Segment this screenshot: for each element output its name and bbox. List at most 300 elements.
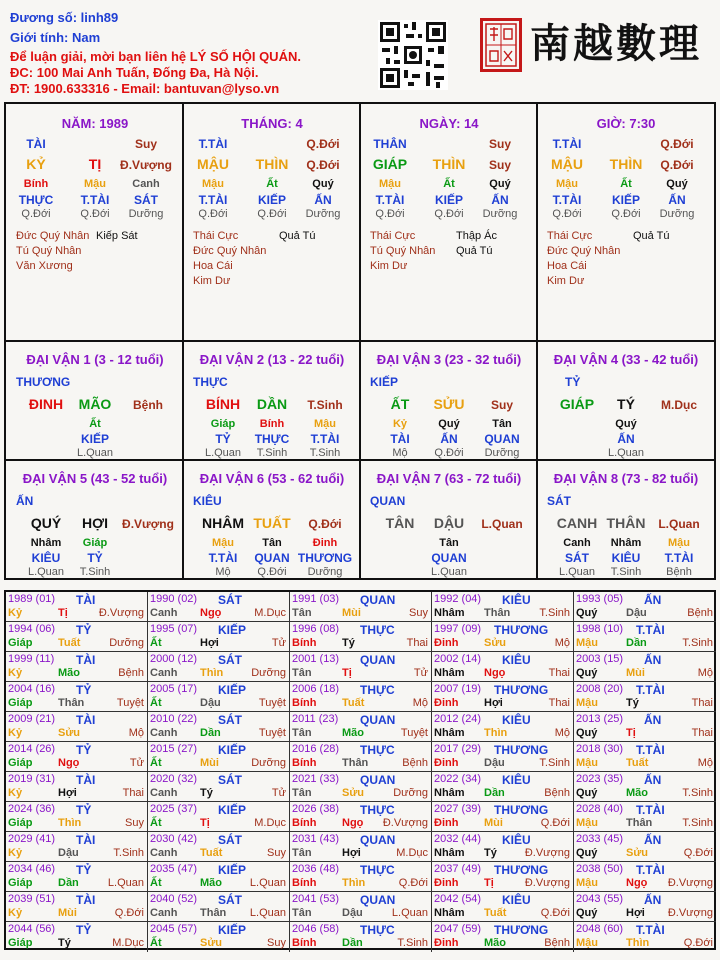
year-cell[interactable] [6, 832, 148, 862]
dai-van-hidden-god: TỶ [87, 551, 103, 565]
dai-van-hidden-god: KIÊU [611, 551, 641, 565]
dai-van-hidden-phase: Mộ [215, 566, 231, 578]
year-stem: Bính [292, 877, 317, 889]
dai-van-hidden-god: T.TÀI [664, 551, 694, 565]
year-phase: M.Dục [254, 607, 286, 619]
year-phase: T.Sinh [682, 817, 713, 829]
year-phase: Tử [129, 757, 144, 769]
year-cell[interactable] [148, 832, 290, 862]
year-label: 2037 (49) [434, 863, 482, 875]
hidden-stem: Mậu [84, 178, 106, 190]
year-stem: Ất [150, 817, 162, 829]
pillar-title: NGÀY: 14 [419, 116, 479, 131]
year-cell[interactable] [6, 682, 148, 712]
year-branch: Dậu [626, 607, 647, 619]
year-stem: Nhâm [434, 847, 465, 859]
year-god: KIÊU [502, 593, 531, 607]
year-cell[interactable] [148, 862, 290, 892]
year-label: 2013 (25) [576, 713, 624, 725]
dai-van-phase: L.Quan [658, 517, 700, 531]
year-cell[interactable] [6, 622, 148, 652]
year-god: TÀI [76, 713, 96, 727]
year-stem: Mậu [576, 817, 598, 829]
year-cell[interactable] [290, 652, 432, 682]
dai-van-hidden-god: THƯƠNG [297, 551, 353, 565]
year-stem: Đinh [434, 817, 459, 829]
dai-van-hidden-god: ẤN [440, 432, 458, 446]
dai-van-hidden-stem: Tân [439, 537, 459, 549]
star-left: Thái Cực [547, 230, 593, 242]
year-branch: Tị [342, 667, 352, 679]
owner-line [10, 10, 118, 25]
year-cell[interactable] [574, 652, 716, 682]
year-cell[interactable] [290, 712, 432, 742]
year-cell[interactable] [432, 712, 574, 742]
star-right: Quả Tú [633, 230, 670, 242]
year-cell[interactable] [6, 712, 148, 742]
star-left: Đức Quý Nhân [193, 245, 267, 257]
year-label: 2046 (58) [292, 923, 340, 935]
dai-van-hidden-god: TỶ [215, 432, 231, 446]
year-cell[interactable] [432, 742, 574, 772]
dai-van-hidden-stem: Bính [259, 418, 285, 430]
year-branch: Mùi [626, 667, 645, 679]
hidden-phase: Q.Đới [257, 208, 287, 220]
year-cell[interactable] [574, 592, 716, 622]
dai-van-hidden-stem: Quý [438, 418, 460, 430]
year-branch: Thân [342, 757, 369, 769]
year-branch: Dần [58, 877, 79, 889]
year-phase: Mộ [554, 637, 570, 649]
dai-van-title: ĐẠI VẬN 5 (43 - 52 tuổi) [22, 471, 168, 486]
year-god: THƯƠNG [494, 863, 549, 877]
year-label: 2028 (40) [576, 803, 624, 815]
dai-van-hidden-stem: Ất [89, 418, 101, 430]
year-stem: Nhâm [434, 607, 465, 619]
year-phase: Tuyệt [400, 727, 428, 739]
year-label: 2031 (43) [292, 833, 340, 845]
year-label: 1990 (02) [150, 593, 198, 605]
year-stem: Bính [292, 757, 317, 769]
dai-van-chi: TÝ [617, 396, 635, 412]
year-branch: Tị [200, 817, 210, 829]
dai-van-1 [6, 342, 184, 461]
dai-van-phase: Bệnh [133, 398, 163, 412]
year-cell[interactable] [432, 832, 574, 862]
year-cell[interactable] [6, 742, 148, 772]
year-phase: Đ.Vượng [98, 607, 144, 619]
year-phase: Q.Đới [398, 877, 428, 889]
year-stem: Kỷ [8, 607, 23, 619]
year-stem: Canh [150, 727, 178, 739]
year-god: QUAN [360, 593, 396, 607]
year-label: 2017 (29) [434, 743, 482, 755]
star-right: Quả Tú [279, 230, 316, 242]
year-cell[interactable] [148, 592, 290, 622]
year-cell[interactable] [148, 892, 290, 922]
year-label: 1997 (09) [434, 623, 482, 635]
year-branch: Tị [626, 727, 636, 739]
year-cell[interactable] [432, 652, 574, 682]
year-stem: Bính [292, 697, 317, 709]
dai-van-3 [360, 342, 538, 461]
year-cell[interactable] [432, 922, 574, 952]
year-phase: L.Quan [249, 877, 286, 889]
dai-van-god: KIÊU [193, 494, 222, 508]
gender-line [10, 30, 100, 45]
year-stem: Quý [576, 847, 598, 859]
star-left: Kim Dư [547, 275, 585, 287]
dai-van-title: ĐẠI VẬN 7 (63 - 72 tuổi) [376, 471, 522, 486]
year-phase: Q.Đới [683, 847, 713, 859]
year-branch: Thân [484, 607, 511, 619]
year-cell[interactable] [6, 802, 148, 832]
year-cell[interactable] [574, 622, 716, 652]
year-label: 2008 (20) [576, 683, 624, 695]
dai-van-hidden-stem: Mậu [212, 537, 234, 549]
year-cell[interactable] [574, 742, 716, 772]
hidden-phase: Q.Đới [198, 208, 228, 220]
year-cell[interactable] [432, 862, 574, 892]
year-stem: Ất [150, 877, 162, 889]
hidden-god: THỰC [18, 193, 54, 207]
year-branch: Thìn [58, 817, 82, 829]
year-label: 2029 (41) [8, 833, 56, 845]
year-cell[interactable] [290, 922, 432, 952]
year-god: T.TÀI [636, 683, 665, 697]
dai-van-phase: T.Sinh [307, 398, 343, 412]
gender-value: Nam [71, 30, 101, 45]
year-label: 2003 (15) [576, 653, 624, 665]
year-cell[interactable] [290, 832, 432, 862]
year-stem: Tân [292, 667, 312, 679]
year-label: 2030 (42) [150, 833, 198, 845]
year-cell[interactable] [432, 622, 574, 652]
dai-van-chi: MÃO [78, 396, 112, 412]
year-cell[interactable] [6, 892, 148, 922]
year-cell[interactable] [290, 802, 432, 832]
year-cell[interactable] [574, 832, 716, 862]
year-branch: Mão [58, 667, 80, 679]
year-god: TÀI [76, 833, 96, 847]
hidden-god: ẤN [314, 193, 332, 207]
dai-van-can: BÍNH [205, 396, 241, 412]
dai-van-hidden-god: QUAN [254, 551, 290, 565]
year-god: THƯƠNG [494, 683, 549, 697]
year-cell[interactable] [148, 712, 290, 742]
pillar-chi: THÌN [432, 156, 466, 172]
year-phase: T.Sinh [539, 607, 570, 619]
hidden-god: T.TÀI [80, 193, 110, 207]
year-god: TỶ [76, 683, 92, 697]
year-cell[interactable] [290, 742, 432, 772]
dai-van-hidden-stem: Kỷ [392, 418, 408, 430]
year-stem: Tân [292, 847, 312, 859]
hidden-stem: Ất [266, 178, 278, 190]
year-phase: Q.Đới [683, 937, 713, 949]
pillar-2 [183, 104, 361, 342]
year-god: QUAN [360, 713, 396, 727]
year-god: QUAN [360, 893, 396, 907]
year-label: 1993 (05) [576, 593, 624, 605]
year-god: ẤN [644, 773, 662, 787]
year-cell[interactable] [148, 802, 290, 832]
year-branch: Ngọ [626, 877, 648, 889]
year-phase: Bệnh [118, 667, 144, 679]
year-god: ẤN [644, 653, 662, 667]
year-cell[interactable] [6, 592, 148, 622]
dai-van-title: ĐẠI VẬN 8 (73 - 82 tuổi) [553, 471, 699, 486]
year-stem: Canh [150, 607, 178, 619]
year-cell[interactable] [6, 922, 148, 952]
year-branch: Tuất [342, 697, 365, 709]
year-cell[interactable] [148, 682, 290, 712]
year-phase: Đ.Vượng [382, 817, 428, 829]
year-stem: Quý [576, 667, 598, 679]
year-god: KIÊU [502, 773, 531, 787]
dai-van-hidden-god: QUAN [484, 432, 520, 446]
year-god: TỶ [76, 623, 92, 637]
year-phase: Đ.Vượng [524, 877, 570, 889]
year-stem: Kỷ [8, 727, 23, 739]
phone-email-line[interactable]: ĐT: 1900.633316 - Email: bantuvan@lyso.vn [10, 81, 280, 96]
year-label: 2048 (60) [576, 923, 624, 935]
year-stem: Mậu [576, 697, 598, 709]
year-branch: Dần [200, 727, 221, 739]
year-label: 1999 (11) [8, 653, 55, 665]
year-branch: Tuất [626, 757, 649, 769]
star-left: Thái Cực [193, 230, 239, 242]
year-god: TỶ [76, 923, 92, 937]
year-cell[interactable] [290, 682, 432, 712]
star-left: Đức Quý Nhân [547, 245, 621, 257]
star-left: Văn Xương [16, 260, 73, 272]
year-stem: Kỷ [8, 907, 23, 919]
year-phase: Thai [548, 667, 570, 679]
dai-van-phase: Q.Đới [308, 517, 342, 531]
year-cell[interactable] [574, 712, 716, 742]
year-label: 2022 (34) [434, 773, 482, 785]
owner-label: Đương số: [10, 10, 78, 25]
year-cell[interactable] [432, 592, 574, 622]
year-label: 1989 (01) [8, 593, 56, 605]
dai-van-can: ẤT [390, 396, 410, 412]
year-label: 2009 (21) [8, 713, 56, 725]
year-phase: T.Sinh [397, 937, 428, 949]
year-branch: Dậu [200, 697, 221, 709]
year-god: T.TÀI [636, 803, 665, 817]
year-cell[interactable] [574, 892, 716, 922]
star-left: Đức Quý Nhân [16, 230, 90, 242]
year-cell[interactable] [574, 862, 716, 892]
year-cell[interactable] [290, 622, 432, 652]
year-branch: Thìn [342, 877, 366, 889]
year-phase: Suy [409, 607, 428, 619]
year-phase: L.Quan [107, 877, 144, 889]
year-phase: Dưỡng [251, 757, 286, 769]
hidden-stem: Mậu [202, 178, 224, 190]
year-label: 2001 (13) [292, 653, 340, 665]
year-god: THỰC [360, 743, 395, 757]
year-cell[interactable] [148, 922, 290, 952]
year-stem: Bính [292, 817, 317, 829]
pillar-can: GIÁP [372, 156, 408, 172]
year-label: 2011 (23) [292, 713, 339, 725]
year-branch: Hợi [626, 907, 645, 919]
year-cell[interactable] [290, 862, 432, 892]
dai-van-hidden-phase: T.Sinh [610, 566, 642, 578]
year-branch: Sửu [58, 727, 81, 739]
dai-van-hidden-phase: Bệnh [666, 566, 692, 578]
year-cell[interactable] [6, 772, 148, 802]
dai-van-god: QUAN [370, 494, 406, 508]
year-cell[interactable] [574, 802, 716, 832]
dai-van-hidden-phase: T.Sinh [309, 447, 341, 459]
year-branch: Thìn [626, 937, 650, 949]
pillar-can: MẬU [551, 156, 583, 172]
year-phase: Tử [271, 787, 286, 799]
year-cell[interactable] [290, 772, 432, 802]
dai-van-hidden-phase: T.Sinh [79, 566, 111, 578]
dai-van-phase: Đ.Vượng [122, 517, 174, 531]
year-cell[interactable] [432, 802, 574, 832]
pillar-god-can: THÂN [373, 137, 407, 151]
year-branch: Tị [484, 877, 494, 889]
year-label: 2006 (18) [292, 683, 340, 695]
year-label: 2018 (30) [576, 743, 624, 755]
year-label: 2024 (36) [8, 803, 56, 815]
year-branch: Tuất [484, 907, 507, 919]
year-god: SÁT [218, 893, 242, 907]
year-phase: Mộ [412, 697, 428, 709]
year-phase: Bệnh [544, 937, 570, 949]
dai-van-can: TÂN [385, 515, 415, 531]
year-branch: Mão [342, 727, 364, 739]
year-label: 2015 (27) [150, 743, 198, 755]
year-label: 1992 (04) [434, 593, 482, 605]
year-god: THỰC [360, 923, 395, 937]
year-cell[interactable] [148, 772, 290, 802]
pillar-phase-can: Suy [134, 137, 158, 151]
year-branch: Thìn [484, 727, 508, 739]
pillar-1 [6, 104, 184, 342]
year-cell[interactable] [290, 592, 432, 622]
year-god: TỶ [76, 743, 92, 757]
year-branch: Tý [626, 697, 639, 709]
year-god: KIÊU [502, 713, 531, 727]
year-cell[interactable] [290, 892, 432, 922]
pillar-title: NĂM: 1989 [61, 116, 129, 131]
year-stem: Giáp [8, 757, 33, 769]
year-cell[interactable] [6, 862, 148, 892]
gender-label: Giới tính: [10, 30, 69, 45]
year-phase: L.Quan [249, 907, 286, 919]
year-phase: Suy [267, 937, 286, 949]
year-phase: L.Quan [391, 907, 428, 919]
year-stem: Đinh [434, 877, 459, 889]
dai-van-title: ĐẠI VẬN 2 (13 - 22 tuổi) [199, 352, 345, 367]
year-cell[interactable] [432, 682, 574, 712]
year-stem: Ất [150, 757, 162, 769]
hidden-stem: Quý [312, 178, 334, 190]
dai-van-phase: Suy [490, 398, 514, 412]
dai-van-chi: HỢI [82, 515, 108, 531]
year-cell[interactable] [148, 652, 290, 682]
dai-van-chi: DẬU [433, 515, 465, 531]
year-god: TÀI [76, 653, 96, 667]
year-phase: M.Dục [112, 937, 144, 949]
dai-van-hidden-phase: L.Quan [430, 566, 468, 578]
year-stem: Mậu [576, 877, 598, 889]
year-label: 1998 (10) [576, 623, 624, 635]
dai-van-hidden-god: T.TÀI [310, 432, 340, 446]
year-god: KIẾP [218, 623, 247, 637]
pillar-chi: THÌN [255, 156, 289, 172]
year-label: 2025 (37) [150, 803, 198, 815]
dai-van-hidden-stem: Tân [492, 418, 512, 430]
year-god: SÁT [218, 773, 242, 787]
hidden-god: KIẾP [257, 193, 287, 207]
dai-van-hidden-god: THỰC [254, 432, 290, 446]
year-cell[interactable] [148, 622, 290, 652]
year-branch: Mão [484, 937, 506, 949]
dai-van-can: ĐINH [28, 396, 64, 412]
year-cell[interactable] [574, 922, 716, 952]
dai-van-hidden-stem: Nhâm [30, 537, 62, 549]
year-stem: Canh [150, 667, 178, 679]
star-left: Tú Quý Nhân [16, 245, 82, 257]
year-phase: Suy [267, 847, 286, 859]
owner-value: linh89 [80, 10, 119, 25]
year-cell[interactable] [432, 892, 574, 922]
qr-code-icon[interactable] [378, 20, 448, 90]
year-label: 2045 (57) [150, 923, 198, 935]
dai-van-title: ĐẠI VẬN 1 (3 - 12 tuổi) [26, 352, 164, 367]
hidden-god: T.TÀI [375, 193, 405, 207]
year-cell[interactable] [574, 682, 716, 712]
dai-van-hidden-god: TÀI [390, 432, 410, 446]
hidden-stem: Canh [132, 178, 160, 190]
year-label: 2005 (17) [150, 683, 198, 695]
star-left: Hoa Cái [547, 260, 587, 272]
year-label: 2010 (22) [150, 713, 198, 725]
pillar-chi: TỊ [88, 156, 102, 172]
year-branch: Sửu [200, 937, 223, 949]
year-god: KIẾP [218, 863, 247, 877]
dai-van-6 [183, 461, 361, 580]
year-stem: Giáp [8, 817, 33, 829]
dai-van-chi: DẦN [256, 396, 288, 412]
dai-van-title: ĐẠI VẬN 6 (53 - 62 tuổi) [199, 471, 345, 486]
hidden-stem: Ất [443, 178, 455, 190]
year-stem: Kỷ [8, 847, 23, 859]
year-cell[interactable] [148, 742, 290, 772]
year-stem: Bính [292, 937, 317, 949]
year-god: QUAN [360, 833, 396, 847]
pillar-phase-can: Suy [488, 137, 512, 151]
hidden-stem: Bính [23, 178, 49, 190]
year-cell[interactable] [432, 772, 574, 802]
year-cell[interactable] [6, 652, 148, 682]
year-cell[interactable] [574, 772, 716, 802]
star-left: Kim Dư [193, 275, 231, 287]
dai-van-4 [537, 342, 714, 461]
year-phase: Đ.Vượng [667, 877, 713, 889]
year-phase: Tử [413, 667, 428, 679]
year-phase: Q.Đới [540, 817, 570, 829]
year-phase: Suy [125, 817, 144, 829]
year-stem: Đinh [434, 937, 459, 949]
